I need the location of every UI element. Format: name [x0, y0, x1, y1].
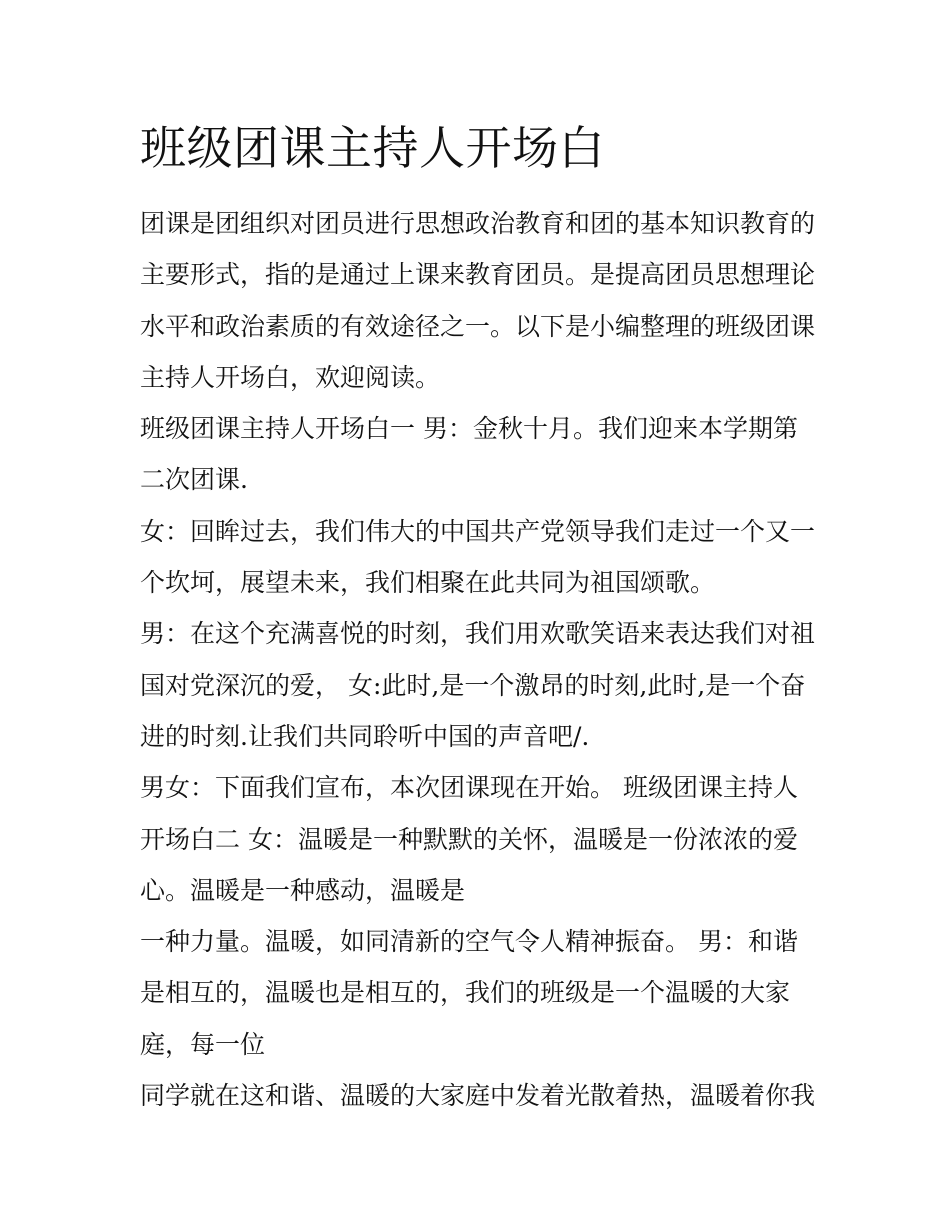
body-line: 进的时刻.让我们共同聆听中国的声音吧/. [140, 721, 590, 751]
body-line: 水平和政治素质的有效途径之一。以下是小编整理的班级团课 [140, 311, 816, 341]
body-line: 女：回眸过去，我们伟大的中国共产党领导我们走过一个又一 [140, 516, 816, 546]
body-line: 国对党深沉的爱， 女:此时,是一个激昂的时刻,此时,是一个奋 [140, 670, 806, 700]
document-title: 班级团课主持人开场白 [140, 121, 605, 175]
body-line: 同学就在这和谐、温暖的大家庭中发着光散着热，温暖着你我 [140, 1081, 816, 1111]
body-line: 男：在这个充满喜悦的时刻，我们用欢歌笑语来表达我们对祖 [140, 619, 816, 649]
body-line: 主持人开场白，欢迎阅读。 [140, 362, 441, 392]
body-line: 主要形式，指的是通过上课来教育团员。是提高团员思想理论 [140, 260, 816, 290]
body-line: 庭，每一位 [140, 1029, 266, 1059]
body-line: 是相互的，温暖也是相互的，我们的班级是一个温暖的大家 [140, 978, 791, 1008]
body-line: 开场白二 女：温暖是一种默默的关怀，温暖是一份浓浓的爱 [140, 824, 798, 854]
body-line: 班级团课主持人开场白一 男：金秋十月。我们迎来本学期第 [140, 414, 798, 444]
body-line: 一种力量。温暖，如同清新的空气令人精神振奋。 男：和谐 [140, 927, 798, 957]
body-line: 男女：下面我们宣布，本次团课现在开始。 班级团课主持人 [140, 773, 798, 803]
body-line: 二次团课. [140, 465, 248, 495]
body-line: 心。温暖是一种感动，温暖是 [140, 875, 466, 905]
document-body [140, 198, 820, 1121]
body-line: 团课是团组织对团员进行思想政治教育和团的基本知识教育的 [140, 209, 816, 238]
body-line: 个坎坷，展望未来，我们相聚在此共同为祖国颂歌。 [140, 568, 716, 598]
